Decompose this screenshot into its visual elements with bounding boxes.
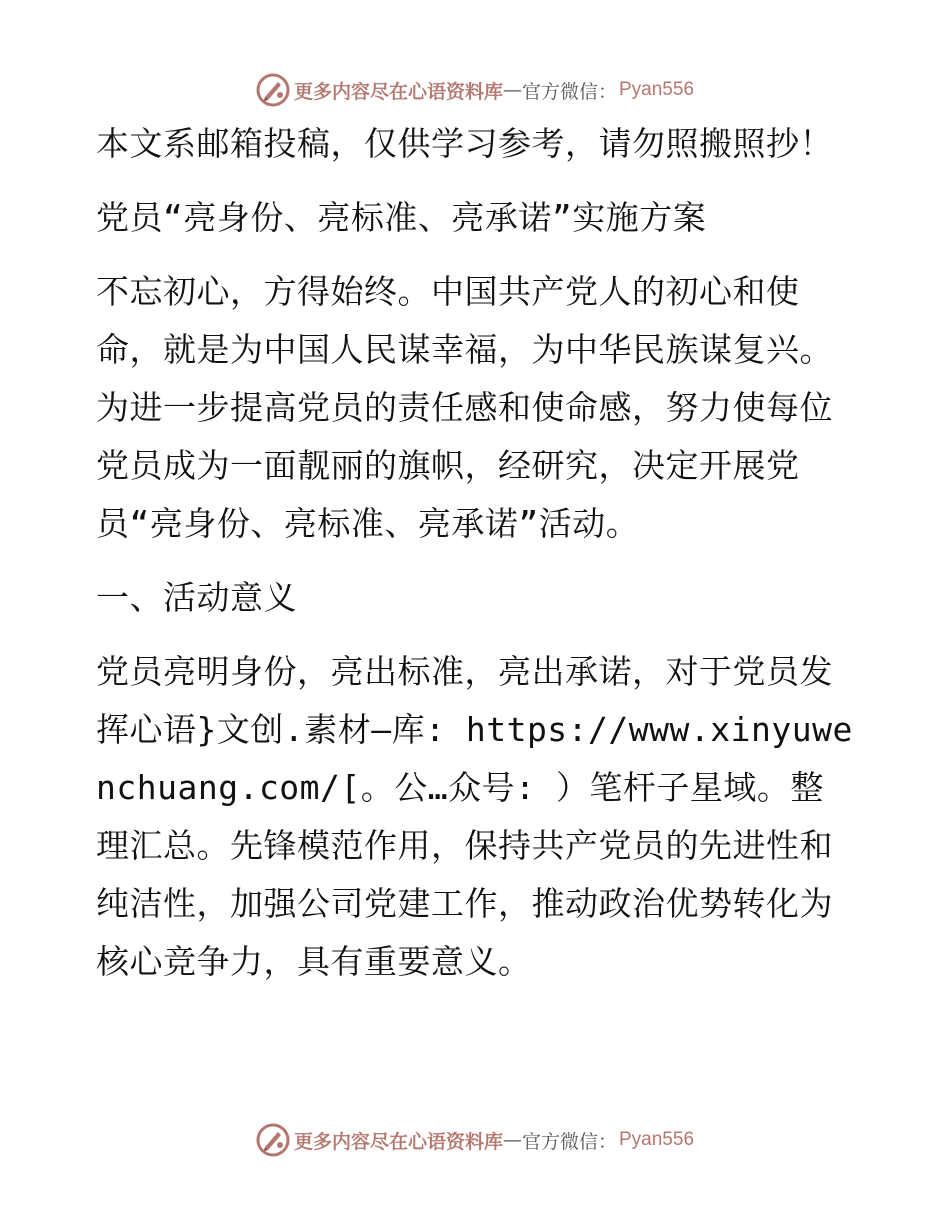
disclaimer-paragraph: 本文系邮箱投稿，仅供学习参考，请勿照搬照抄！	[96, 124, 833, 163]
pen-logo-icon	[256, 73, 290, 107]
section-heading: 一、活动意义	[96, 578, 297, 617]
banner-site-text: 更多内容尽在心语资料库	[293, 80, 503, 103]
footer-banner	[0, 1120, 950, 1160]
section-paragraph: 党员亮明身份，亮出标准，亮出承诺，对于党员发挥心语}文创.素材—库: https://www.xinyuwenchuang.com/[。公…众号: ）笔杆子星域。整理汇总。先锋模范作用，保持共产党员的先进性和纯洁性，加强公司党建工作，推动政治优势转化为核心竞争力，具有重要意义。	[96, 652, 853, 981]
pen-logo-icon	[256, 1123, 290, 1157]
banner-dash: —	[502, 1129, 522, 1151]
intro-paragraph: 不忘初心，方得始终。中国共产党人的初心和使命，就是为中国人民谋幸福，为中华民族谋复兴。为进一步提高党员的责任感和使命感，努力使每位党员成为一面靓丽的旗帜，经研究，决定开展党员“亮身份、亮标准、亮承诺”活动。	[96, 272, 833, 543]
banner-wechat-label: 官方微信：	[521, 1130, 617, 1153]
banner-site-text: 更多内容尽在心语资料库	[293, 1130, 503, 1153]
document-title: 党员“亮身份、亮标准、亮承诺”实施方案	[96, 198, 707, 237]
banner-wechat-id: Pyan556	[619, 1129, 695, 1150]
document-body	[96, 115, 856, 1007]
banner-dash: —	[502, 79, 522, 101]
header-banner	[0, 70, 950, 110]
banner-wechat-id: Pyan556	[619, 79, 695, 100]
banner-wechat-label: 官方微信：	[521, 80, 617, 103]
